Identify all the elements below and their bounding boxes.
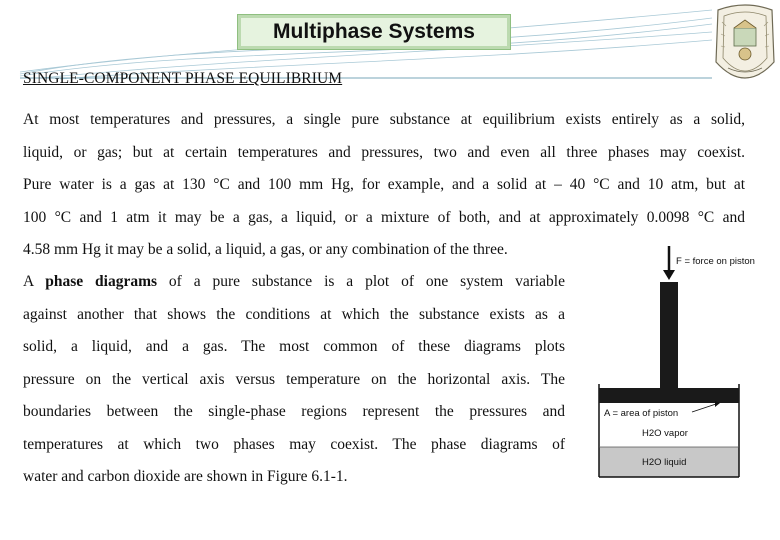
bold-term: phase diagrams (45, 273, 158, 290)
paragraph-line: boundaries between the single-phase regions represent the pressures and (23, 403, 565, 420)
university-logo-icon (712, 2, 778, 94)
liquid-label: H2O liquid (642, 457, 687, 468)
paragraph-line: pressure on the vertical axis versus temperature on the horizontal axis. The (23, 370, 565, 388)
paragraph-line: liquid, or gas; but at certain temperatures and pressures, two and even all three phases may coexist. (23, 143, 745, 161)
paragraph-line: At most temperatures and pressures, a single pure substance at equilibrium exists entirely as a solid, (23, 111, 745, 128)
vapor-label: H2O vapor (642, 428, 688, 439)
paragraph-intro (23, 104, 745, 267)
force-label: F = force on piston (676, 256, 755, 267)
area-label: A = area of piston (604, 408, 679, 419)
paragraph-phase-diagrams (23, 266, 565, 494)
section-heading: SINGLE-COMPONENT PHASE EQUILIBRIUM (23, 70, 343, 87)
paragraph-line: Pure water is a gas at 130 °C and 100 mm Hg, for example, and a solid at – 40 °C and 10 atm, but at (23, 176, 745, 193)
paragraph-line: A phase diagrams of a pure substance is a plot of one system variable (23, 273, 565, 290)
paragraph-line: against another that shows the conditions at which the substance exists as a (23, 305, 565, 323)
paragraph-line: water and carbon dioxide are shown in Figure 6.1-1. (23, 468, 348, 485)
paragraph-line: 100 °C and 1 atm it may be a gas, a liquid, or a mixture of both, and at approximately 0.0098 °C and (23, 208, 745, 226)
paragraph-line: solid, a liquid, and a gas. The most common of these diagrams plots (23, 338, 565, 355)
piston-rod (660, 282, 678, 388)
paragraph-line: 4.58 mm Hg it may be a solid, a liquid, a gas, or any combination of the three. (23, 241, 508, 258)
paragraph-line: temperatures at which two phases may coexist. The phase diagrams of (23, 435, 565, 453)
piston-cylinder-figure (584, 244, 774, 484)
slide-title: Multiphase Systems (238, 15, 510, 49)
piston-head (599, 388, 739, 403)
